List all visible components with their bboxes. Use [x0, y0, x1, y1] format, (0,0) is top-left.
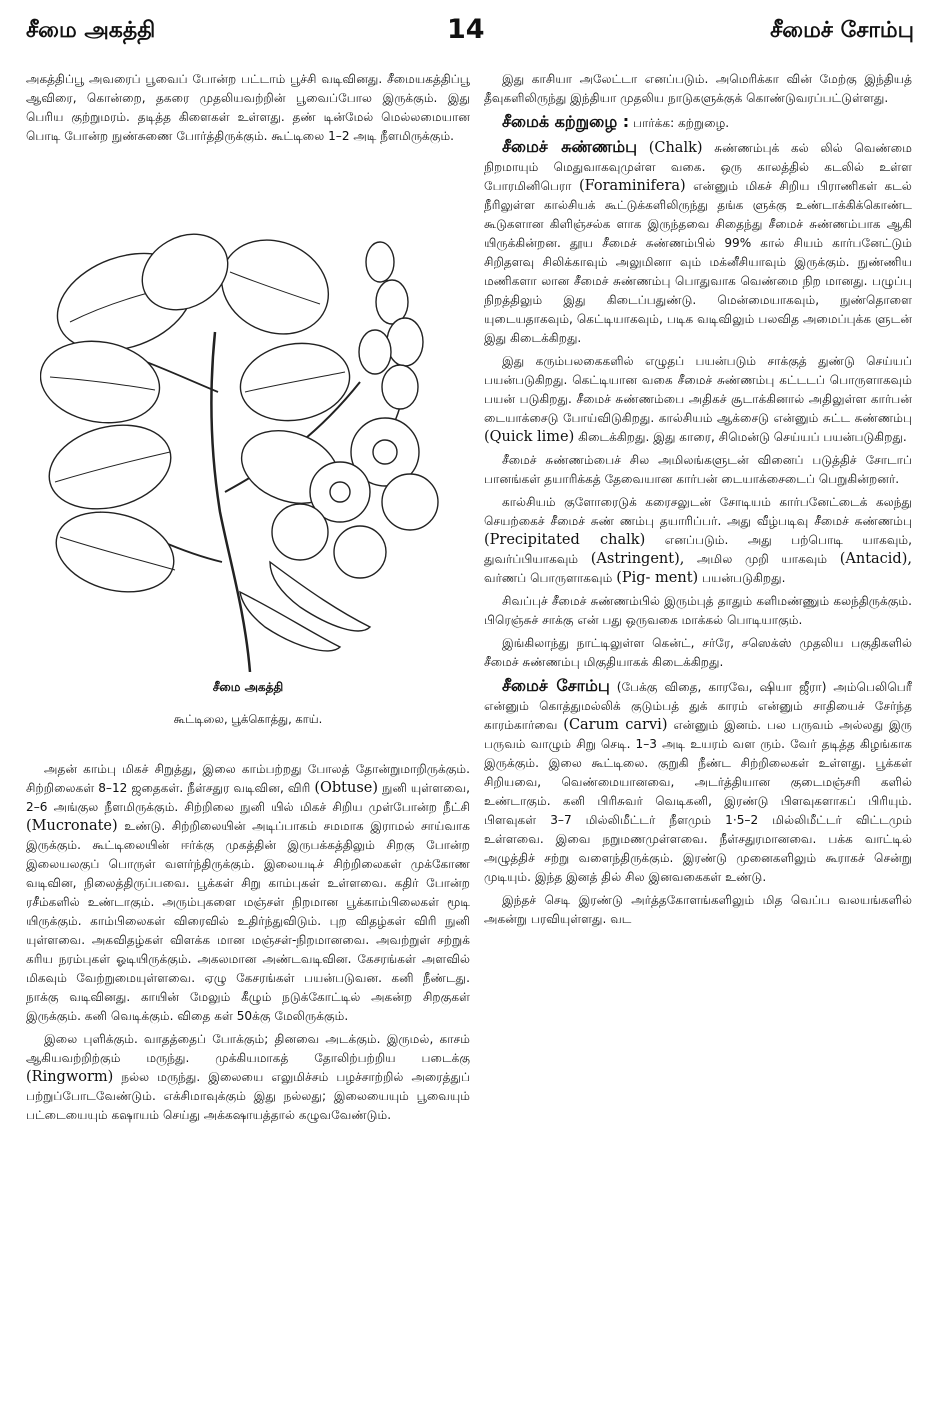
paragraph: அகத்திப்பூ அவரைப் பூவைப் போன்ற பட்டாம் பூச்சி வடிவினது. சீமையகத்திப்பூ ஆவிரை, கொன்றை, தகரை முதலியவற்றின் பூவைப்போல இருக்கும். இது பெரிய குற்றுமரம். தடித்த கிளைகள் உள்ளது. தண் டின்மேல் மெல்லமையான பொடி போன்ற நுண்சுணை போர்த்திருக்கும். கூட்டிலை 1–2 அடி நீளமிருக்கும்.: [26, 72, 470, 143]
paragraph: சிவப்புச் சீமைச் சுண்ணம்பில் இரும்புத் தாதும் களிமண்ணும் கலந்திருக்கும். பிரெஞ்சுச் சாக்கு என் பது ஒருவகை மாக்கல் பொடியாகும்.: [484, 594, 912, 627]
paragraph: [484, 137, 912, 348]
text-run: கால்சியம் குளோரைடுக் கரைசலுடன் சோடியம் கார்பனேட்டைக் கலந்து செயற்கைச் சீமைச் சுண் ணம்பு தயாரிப்பர். அது வீழ்படிவு சீமைச் சுண்ணம்பு: [484, 495, 912, 528]
figure-caption-title: சீமை அகத்தி: [212, 680, 284, 694]
text-run: உண்டு. சிற்றிலையின் அடிப்பாகம் சமமாக இராமல் சாய்வாக இருக்கும். கூட்டிலையின் ஈர்க்கு முகத்தின் இருபக்கத்திலும் சிறகு போன்ற இலையலகுப் பொருள் வளர்ந்திருக்கும். இலையடிச் சிற்றிலைகள் முக்கோண வடிவின, நிலைத்திருப்பவை. பூக்கள் சிறு காம்புகள் உள்ளவை. கதிர் போன்ற ரசீம்களில் உண்டாகும். அரும்புகளை மஞ்சள் நிறமான பூக்காம்பிலைகள் மூடி யிருக்கும். காம்பிலைகள் விரைவில் உதிர்ந்துவிடும். புற விதழ்கள் விரி நுனி யுள்ளவை. அகவிதழ்கள் விளக்க மான மஞ்சள்-நிறமானவை. அவற்றுள் சற்றுக் கரிய நரம்புகள் ஓடியிருக்கும். அகலமான அண்டவடிவின. கேசரங்கள் அளவில் மிகவும் வேற்றுமையுள்ளவை. ஏழு கேசரங்கள் பயன்படுவன. கனி நீண்டது. நாக்கு வடிவினது. காயின் மேலும் கீழும் நடுக்கோட்டில் அகன்ற சிறகுகள் இருக்கும். கனி வெடிக்கும். விதை கள் 50க்கு மேலிருக்கும்.: [26, 819, 470, 1023]
entry-heading: சீமைக் கற்றுழை :: [502, 112, 630, 131]
text-run: என்னும் மிகச் சிறிய பிராணிகள் கடல் நீரிலுள்ள கால்சியக் கூட்டுக்களிலிருந்து தங்க ளுக்கு உண்டாக்கிக்கொண்ட கூடுகளான கிளிஞ்சல்க ளாக இருந்தவை சிதைந்து சீமைச் சுண்ணம்பாக ஆகி யிருக்கின்றன. தூய சீமைச் சுண்ணம்பில் 99% கால் சியம் கார்பனேட்டும் சிறிதளவு சிலிக்காவும் அலுமினா வும் மக்னீசியாவும் இருக்கும். நுண்ணிய மணிகளா லான சீமைச் சுண்ணம்பு பொதுவாக வெண்மை நிற மானது. பழுப்பு நிறத்திலும் இது கிடைப்பதுண்டு. மென்மையாகவும், நுண்தொளை யுடையதாகவும், கெட்டியாகவும், படிக வடிவிலும் பலவித அமைப்புக்க ளுடன் இது கிடைக்கிறது.: [484, 179, 912, 345]
paragraph: [484, 493, 912, 588]
entry-heading: சீமைச் சுண்ணம்பு: [502, 137, 638, 156]
left-column-bottom: [26, 760, 470, 1400]
text-run: என்னும் இனம். பல பருவம் அல்லது இரு பருவம் வாழும் சிறு செடி. 1–3 அடி உயரம் வள ரும். வேர் தடித்த கிழங்காக இருக்கும். இலை கூட்டிலை. குறுகி நீண்ட சிற்றிலைகள் உள்ளது. பூக்கள் சிறியவை, வெண்மையானவை, அடர்த்தியான குடைமஞ்சரி களில் உண்டாகும். கனி பிரிசுவர் வெடிகனி, இரண்டு பிளவுகளாகப் பிரியும். பிளவுகள் 3–7 மில்லிமீட்டர் நீளமும் 1·5–2 மில்லிமீட்டர் விட்டமும் உள்ளவை. இவை நறுமணமுள்ளவை. நீள்சதுரமானவை. பக்க வாட்டில் அழுத்திச் சற்று வளைந்திருக்கும். இரண்டு முனைகளிலும் கூராகச் சென்று முடியும். இந்த இனத் தில் சில இனவகைகள் உண்டு.: [484, 718, 912, 884]
page-header: [0, 0, 940, 50]
latin-term: (Obtuse): [314, 780, 379, 796]
entry-heading: சீமைச் சோம்பு: [502, 676, 610, 695]
text-run: பார்க்க: கற்றுழை.: [633, 116, 730, 130]
text-run: இலை புளிக்கும். வாதத்தைப் போக்கும்; தினவை அடக்கும். இருமல், காசம் ஆகியவற்றிற்கும் மருந்து. முக்கியமாகத் தோலிற்பற்றிய படைக்கு: [26, 1032, 470, 1065]
latin-term: (Ringworm): [26, 1069, 114, 1085]
paragraph: [484, 676, 912, 887]
paragraph: [26, 760, 470, 1026]
latin-term: (Chalk): [648, 140, 703, 156]
text-run: (பேக்கு விதை, காரவே, ஷியா ஜீரா) அம்பெலிபெரீ என்னும் கொத்துமல்லிக் குடும்பத் துக் காரம் என்னும் சாதியைச் சேர்ந்த காரம்கார்வை: [484, 680, 912, 732]
running-head-left: சீமை அகத்தி: [26, 18, 156, 43]
latin-term: (Precipitated chalk): [484, 532, 646, 548]
paragraph: இது காசியா அலேட்டா எனப்படும். அமெரிக்கா வின் மேற்கு இந்தியத் தீவுகளிலிருந்து இந்தியா முதலிய நாடுகளுக்குக் கொண்டுவரப்பட்டுள்ளது.: [484, 72, 912, 105]
paragraph: சீமைச் சுண்ணம்பைச் சில அமிலங்களுடன் வினைப் படுத்திச் சோடாப் பானங்கள் தயாரிக்கத் தேவையான கார்பன் டையாக்சைடைப் பெறுகின்றனர்.: [484, 453, 912, 486]
latin-term: (Foraminifera): [578, 178, 686, 194]
text-run: சுண்ணம்புக் கல் லில் வெண்மை நிறமாயும் மெதுவாகவுமுள்ள வகை. ஒரு காலத்தில் கடலில் உள்ள போரமினிபெரா: [484, 141, 912, 193]
text-run: அதன் காம்பு மிகச் சிறுத்து, இலை காம்பற்றது போலத் தோன்றுமாறிருக்கும். சிற்றிலைகள் 8–12 ஜதைகள். நீள்சதுர வடிவின, விரி: [26, 762, 470, 795]
latin-term: (Astringent),: [590, 551, 685, 567]
latin-term: (Antacid),: [839, 551, 912, 567]
paragraph: [26, 1030, 470, 1125]
latin-term: (Pig- ment): [616, 570, 699, 586]
figure-caption-subtitle: கூட்டிலை, பூக்கொத்து, காய்.: [173, 712, 323, 726]
text-run: கிடைக்கிறது. இது காரை, சிமென்டு செய்யப் பயன்படுகிறது.: [578, 430, 907, 444]
latin-term: (Carum carvi): [563, 717, 668, 733]
running-head-right: சீமைச் சோம்பு: [770, 18, 914, 43]
botanical-illustration: [40, 232, 460, 672]
latin-term: (Mucronate): [26, 818, 118, 834]
paragraph: இங்கிலாந்து நாட்டிலுள்ள கென்ட், சர்ரே, சஸெக்ஸ் முதலிய பகுதிகளில் சீமைச் சுண்ணம்பு மிகுதியாகக் கிடைக்கிறது.: [484, 636, 912, 669]
text-run: நல்ல மருந்து. இலையை எலுமிச்சம் பழச்சாற்றில் அரைத்துப் பற்றுப்போடவேண்டும். எக்சிமாவுக்கும் இது நல்லது; இலையையும் பூவையும் பட்டையையும் கஷாயம் செய்து அக்கஷாயத்தால் கழுவவேண்டும்.: [26, 1070, 470, 1122]
plant-drawing-icon: [40, 232, 460, 672]
page-number: 14: [447, 14, 485, 45]
text-run: அமில முறி யாகவும்: [696, 552, 828, 566]
paragraph: இந்தச் செடி இரண்டு அர்த்தகோளங்களிலும் மித வெப்ப வலயங்களில் அகன்று பரவியுள்ளது. வட: [484, 893, 912, 926]
right-column: [484, 70, 912, 1405]
text-run: இது கரும்பலகைகளில் எழுதப் பயன்படும் சாக்குத் துண்டு செய்யப் பயன்படுகிறது. கெட்டியான வகை சீமைச் சுண்ணம்பு கட்டடப் பொருளாகவும் பயன் படுகிறது. சீமைச் சுண்ணம்பை அதிகச் சூடாக்கினால் அதிலுள்ள கார்பன் டையாக்சைடு போய்விடுகிறது. கால்சியம் ஆக்சைடு என்னும் சுட்ட சுண்ணம்பு: [484, 354, 912, 425]
left-column-top: [26, 70, 470, 230]
text-run: பயன்படுகிறது.: [702, 571, 786, 585]
latin-term: (Quick lime): [484, 429, 575, 445]
text-run: நுனி யுள்ளவை, 2–6 அங்குல நீளமிருக்கும். சிற்றிலை நுனி யில் மிகச் சிறிய முள்போன்ற நீட்சி: [26, 781, 470, 814]
text-run: எனப்படும். அது பற்பொடி யாகவும், துவர்ப்பியாகவும்: [484, 533, 912, 566]
paragraph: [484, 352, 912, 447]
paragraph: [484, 112, 912, 133]
text-run: வர்ணப் பொருளாகவும்: [484, 571, 613, 585]
